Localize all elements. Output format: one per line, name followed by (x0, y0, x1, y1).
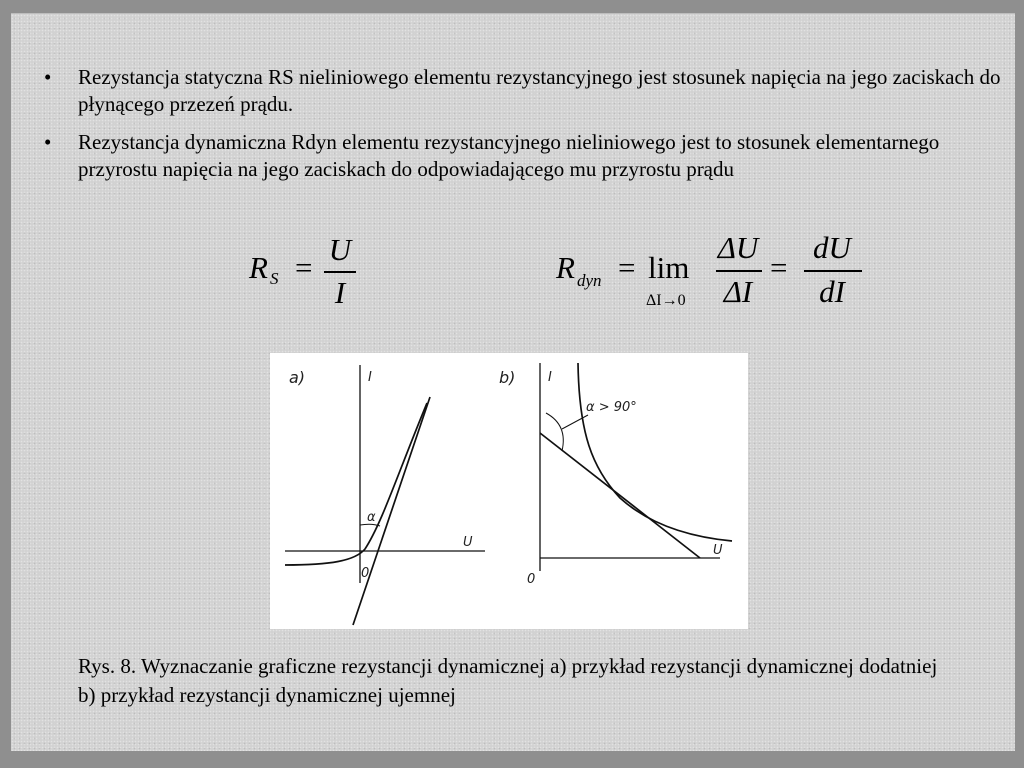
figure-resistance-graphs (270, 353, 748, 629)
bullet-dot: • (44, 65, 52, 89)
formula-dynamic (556, 228, 866, 312)
formula-denominator-delta: ΔI (723, 274, 753, 309)
panel-b-angle-note: α > 90° (586, 400, 637, 415)
panel-b-tangent-line (540, 433, 700, 558)
formula-subscript: dyn (577, 271, 602, 290)
fraction-bar (324, 271, 356, 273)
figure-caption: Rys. 8. Wyznaczanie graficzne rezystancji dynamicznej a) przykład rezystancji dynamicznej dodatniej b) przykład rezystancji dynamicznej ujemnej (78, 654, 938, 707)
panel-a-x-label: U (463, 535, 473, 550)
panel-b (540, 363, 732, 571)
panel-b-characteristic-curve (578, 363, 732, 541)
panel-b-origin-label: 0 (527, 572, 536, 587)
bullet-dot: • (44, 130, 52, 154)
figure-svg (270, 353, 748, 629)
bullet-text: Rezystancja statyczna RS nieliniowego elementu rezystancyjnego jest stosunek napięcia na jego zaciskach do płynącego przezeń prądu. (78, 65, 1001, 116)
panel-a-tangent-line (353, 397, 430, 625)
formula-lim: lim (648, 250, 690, 285)
formula-equals: = (618, 250, 636, 285)
formula-numerator-delta: ΔU (717, 230, 759, 265)
slide (11, 13, 1015, 751)
panel-a (285, 365, 485, 625)
formula-equals: = (770, 250, 788, 285)
formula-r: R (556, 250, 575, 285)
bullet-item-static (44, 64, 1004, 118)
formula-equals: = (295, 250, 313, 285)
bullet-text: Rezystancja dynamiczna Rdyn elementu rezystancyjnego nieliniowego jest to stosunek elementarnego przyrostu napięcia na jego zaciskach do odpowiadającego mu przyrostu prądu (78, 130, 940, 181)
fraction-bar (716, 270, 762, 272)
formula-numerator: U (328, 232, 352, 267)
formula-denominator: I (334, 275, 346, 310)
formula-r: R (249, 250, 268, 285)
panel-b-tag: b) (499, 368, 516, 387)
panel-b-y-label: I (548, 370, 552, 385)
formula-subscript: S (270, 269, 279, 288)
panel-a-tag: a) (289, 368, 306, 387)
formula-denominator-diff: dI (819, 274, 845, 309)
panel-b-x-label: U (713, 543, 723, 558)
panel-a-origin-label: 0 (361, 566, 370, 581)
bullet-item-dynamic (44, 129, 1004, 183)
formula-static (249, 232, 369, 312)
formula-numerator-diff: dU (813, 230, 851, 265)
fraction-bar (804, 270, 862, 272)
panel-a-angle-label: α (367, 510, 376, 525)
formula-lim-under: ΔI→0 (646, 292, 686, 309)
panel-a-y-label: I (368, 370, 372, 385)
panel-a-characteristic-curve (285, 403, 427, 565)
bullet-list (44, 64, 1004, 194)
